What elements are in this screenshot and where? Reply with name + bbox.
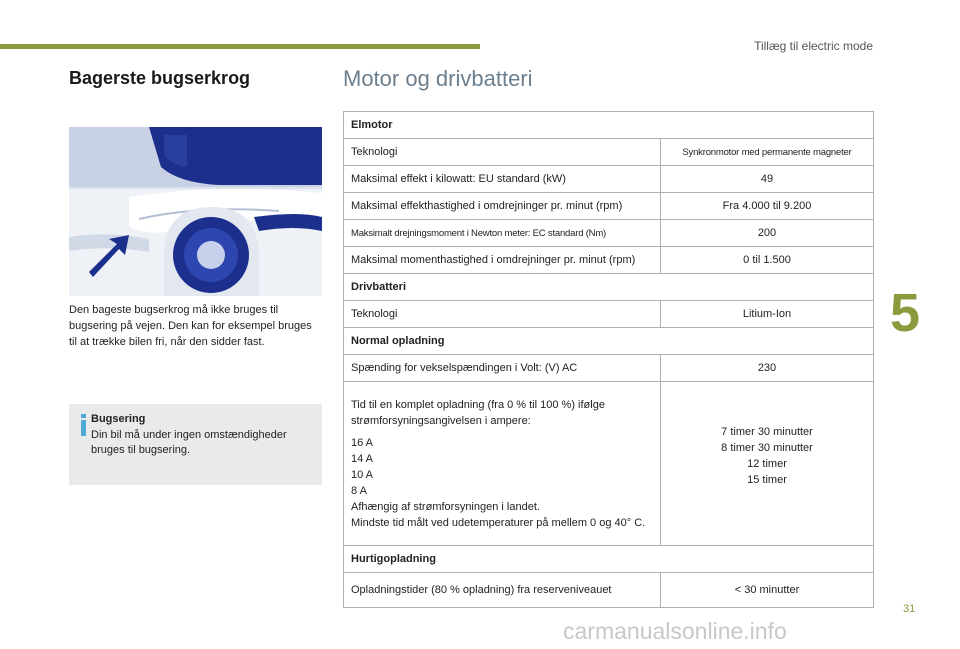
table-section-row [344, 546, 874, 573]
row-label: Maksimal momenthastighed i omdrejninger pr. minut (rpm) [344, 247, 661, 274]
row-label: Teknologi [344, 139, 661, 166]
table-row [344, 166, 874, 193]
amperage-14: 14 A [351, 452, 374, 465]
row-label: Teknologi [344, 301, 661, 328]
watermark: carmanualsonline.info [563, 618, 787, 644]
info-body: Din bil må under ingen omstændigheder bruges til bugsering. [91, 429, 287, 456]
row-value: 200 [661, 220, 874, 247]
header-title: Tillæg til electric mode [754, 39, 873, 53]
charging-note-temperature: Mindste tid målt ved udetemperaturer på mellem 0 og 40° C. [351, 516, 646, 529]
section-heading-towing: Bagerste bugserkrog [69, 68, 251, 88]
table-row [344, 355, 874, 382]
row-value: Fra 4.000 til 9.200 [661, 193, 874, 220]
row-value: Litium-Ion [661, 301, 874, 328]
row-label: Spænding for vekselspændingen i Volt: (V) AC [344, 355, 661, 382]
section-label: Hurtigopladning [344, 546, 874, 573]
row-label: Maksimal effekthastighed i omdrejninger pr. minut (rpm) [344, 193, 661, 220]
amperage-10: 10 A [351, 468, 374, 481]
row-label: Opladningstider (80 % opladning) fra reserveniveauet [344, 573, 661, 608]
amperage-16: 16 A [351, 436, 374, 449]
table-row [344, 220, 874, 247]
amperage-8: 8 A [351, 484, 367, 497]
chapter-number: 5 [890, 283, 921, 343]
time-10a: 12 timer [747, 458, 787, 470]
table-row [344, 139, 874, 166]
page-number: 31 [903, 603, 916, 615]
row-value: Synkronmotor med permanente magneter [661, 139, 874, 166]
table-row [344, 573, 874, 608]
table-section-row [344, 274, 874, 301]
motor-battery-table [343, 111, 874, 608]
table-row [344, 193, 874, 220]
row-value: 0 til 1.500 [661, 247, 874, 274]
row-value: < 30 minutter [661, 573, 874, 608]
table-section-row [344, 328, 874, 355]
table-row-charging-times [344, 382, 874, 546]
row-value [661, 382, 874, 546]
header-accent-bar [0, 44, 480, 49]
rear-tow-hook-illustration [69, 127, 322, 296]
time-14a: 8 timer 30 minutter [721, 442, 813, 454]
section-heading-motor: Motor og drivbatteri [343, 66, 533, 91]
row-label [344, 382, 661, 546]
row-value: 49 [661, 166, 874, 193]
row-label: Maksimalt drejningsmoment i Newton meter: EC standard (Nm) [344, 220, 661, 247]
towing-paragraph: Den bageste bugserkrog må ikke bruges til bugsering på vejen. Den kan for eksempel bruges til at trække bilen fri, når den sidder fast. [69, 304, 312, 348]
charging-intro: Tid til en komplet opladning (fra 0 % til 100 %) ifølge strømforsyningsangivelsen i ampere: [351, 398, 605, 427]
info-box [69, 404, 322, 485]
time-16a: 7 timer 30 minutter [721, 426, 813, 438]
info-title: Bugsering [91, 413, 146, 425]
section-label: Elmotor [344, 112, 874, 139]
table-row [344, 247, 874, 274]
table-section-row [344, 112, 874, 139]
info-icon [80, 414, 88, 436]
section-label: Drivbatteri [344, 274, 874, 301]
section-label: Normal opladning [344, 328, 874, 355]
row-label: Maksimal effekt i kilowatt: EU standard (kW) [344, 166, 661, 193]
time-8a: 15 timer [747, 474, 787, 486]
row-value: 230 [661, 355, 874, 382]
table-row [344, 301, 874, 328]
charging-note-country: Afhængig af strømforsyningen i landet. [351, 500, 540, 513]
